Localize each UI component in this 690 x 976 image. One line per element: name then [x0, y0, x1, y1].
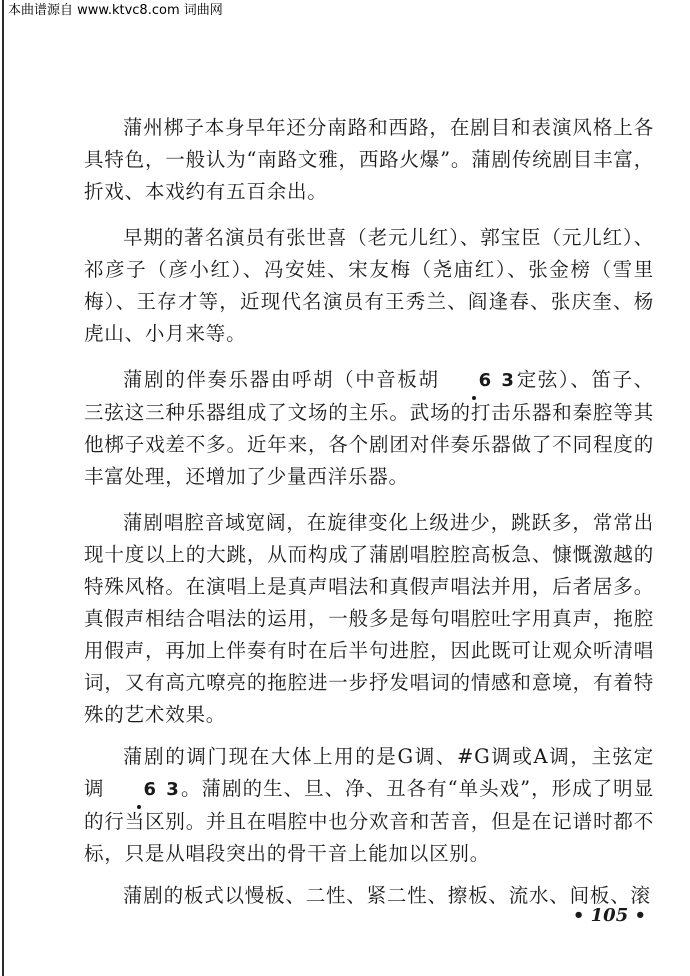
paragraph-5-text-b: 。蒲剧的生、旦、净、丑各有“单头戏”，形成了明显的行当区别。并且在唱腔中也分欢音和苦音，但是在记谱时都不标，只是从唱段突出的骨干音上能加以区别。 [84, 777, 654, 865]
paragraph-5-text-a: 蒲剧的调门现在大体上用的是G调、#G调或A调，主弦定调 [84, 745, 654, 800]
paragraph-1: 蒲州梆子本身早年还分南路和西路，在剧目和表演风格上各具特色，一般认为“南路文雅，西路火爆”。蒲剧传统剧目丰富，折戏、本戏约有五百余出。 [84, 116, 654, 203]
main-string-tuning-notation: 6 3 [105, 774, 181, 806]
page-left-edge [2, 0, 4, 976]
paragraph-3 [84, 364, 654, 493]
paragraph-3-text-a: 蒲剧的伴奏乐器由呼胡（中音板胡 [123, 368, 440, 391]
tuning-notation: 6 3 [440, 365, 516, 397]
paragraph-3-text-b: 定弦）、笛子、三弦这三种乐器组成了文场的主乐。武场的打击乐器和秦腔等其他梆子戏差不多。近年来，各个剧团对伴奏乐器做了不同程度的丰富处理，还增加了少量西洋乐器。 [84, 368, 654, 488]
paragraph-2: 早期的著名演员有张世喜（老元儿红）、郭宝臣（元儿红）、祁彦子（彦小红）、冯安娃、宋友梅（尧庙红）、张金榜（雪里梅）、王存才等，近现代名演员有王秀兰、阎逢春、张庆奎、杨虎山、小月来等。 [84, 226, 654, 345]
source-watermark: 本曲谱源自 www.ktvc8.com 词曲网 [8, 3, 223, 18]
paragraph-5 [84, 741, 654, 870]
page-body [84, 112, 654, 926]
page-number: • 105 • [572, 905, 646, 926]
paragraph-6: 蒲剧的板式以慢板、二性、紧二性、擦板、流水、间板、滚 [123, 884, 651, 907]
paragraph-4: 蒲剧唱腔音域宽阔，在旋律变化上级进少，跳跃多，常常出现十度以上的大跳，从而构成了蒲剧唱腔腔高板急、慷慨激越的特殊风格。在演唱上是真声唱法和真假声唱法并用，后者居多。真假声相结合唱法的运用，一般多是每句唱腔吐字用真声，拖腔用假声，再加上伴奏有时在后半句进腔，因此既可让观众听清唱词，又有高亢嘹亮的拖腔进一步抒发唱词的情感和意境，有着特殊的艺术效果。 [84, 511, 654, 726]
